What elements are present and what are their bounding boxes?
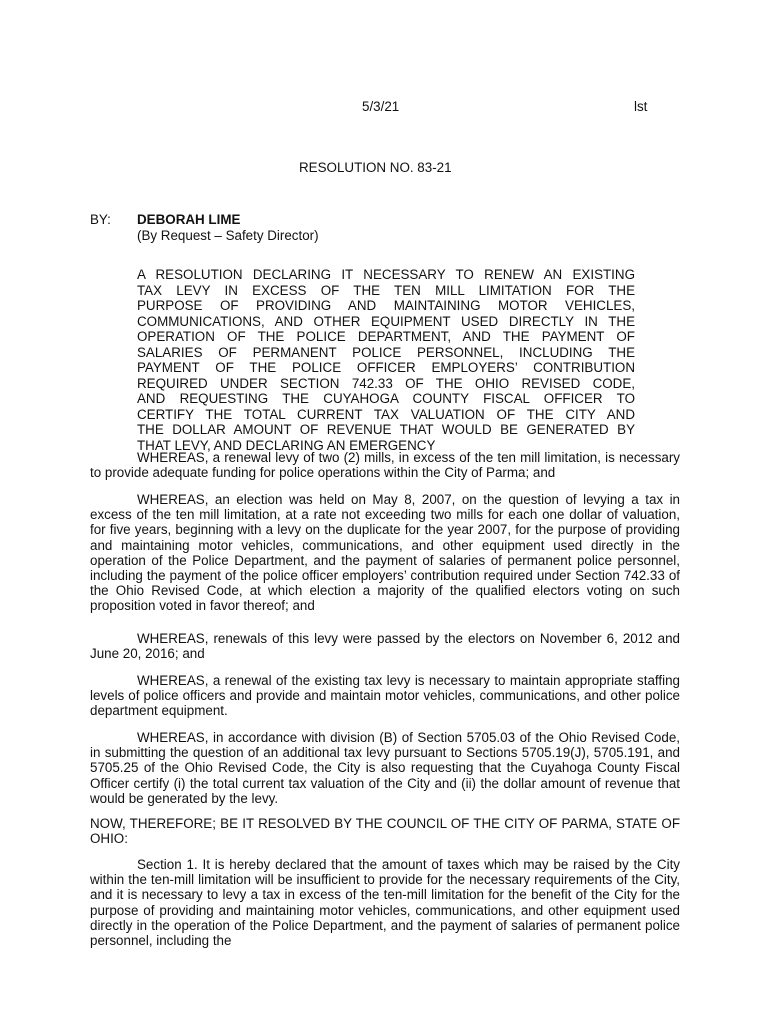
sponsor-request: (By Request – Safety Director) bbox=[137, 228, 319, 243]
resolution-title bbox=[137, 267, 635, 453]
title-line: COMMUNICATIONS, AND OTHER EQUIPMENT USED DIRECTLY IN THE bbox=[137, 313, 635, 329]
title-line: THE DOLLAR AMOUNT OF REVENUE THAT WOULD BE GENERATED BY bbox=[137, 422, 635, 437]
whereas-paragraph-1: WHEREAS, a renewal levy of two (2) mills, in excess of the ten mill limitation, is necessary to provide adequate funding for police operations within the City of Parma; and bbox=[90, 450, 680, 481]
header-date: 5/3/21 bbox=[362, 99, 400, 114]
whereas-paragraph-3: WHEREAS, renewals of this levy were passed by the electors on November 6, 2012 and June 20, 2016; and bbox=[90, 631, 680, 662]
title-line: TAX LEVY IN EXCESS OF THE TEN MILL LIMITATION FOR THE bbox=[137, 282, 635, 298]
title-line: AND REQUESTING THE CUYAHOGA COUNTY FISCAL OFFICER TO bbox=[137, 391, 635, 406]
resolved-clause: NOW, THEREFORE; BE IT RESOLVED BY THE COUNCIL OF THE CITY OF PARMA, STATE OF OHIO: bbox=[90, 816, 680, 847]
title-line: THAT LEVY, AND DECLARING AN EMERGENCY bbox=[137, 437, 436, 453]
whereas-paragraph-5: WHEREAS, in accordance with division (B) of Section 5705.03 of the Ohio Revised Code, in submitting the question of an additional tax levy pursuant to Sections 5705.19(J), 5705.191, and 5705.25 of the Ohio Revised Code, the City is also requesting that the Cuyahoga County Fiscal Officer certify (i) the total current tax valuation of the City and (ii) the dollar amount of revenue that would be generated by the levy. bbox=[90, 730, 680, 806]
whereas-paragraph-2: WHEREAS, an election was held on May 8, 2007, on the question of levying a tax in excess of the ten mill limitation, at a rate not exceeding two mills for each one dollar of valuation, for five years, beginning with a levy on the duplicate for the year 2007, for the purpose of providing and maintaining motor vehicles, communications, and other equipment used directly in the operation of the Police Department, and the payment of salaries of permanent police personnel, including the payment of the police officer employers’ contribution required under Section 742.33 of the Ohio Revised Code, at which election a majority of the qualified electors voting on such proposition voted in favor thereof; and bbox=[90, 492, 680, 614]
title-line: SALARIES OF PERMANENT POLICE PERSONNEL, INCLUDING THE bbox=[137, 344, 635, 360]
by-label: BY: bbox=[90, 212, 111, 227]
section-1-paragraph: Section 1. It is hereby declared that the amount of taxes which may be raised by the City within the ten-mill limitation will be insufficient to provide for the necessary requirements of the City, and it is necessary to levy a tax in excess of the ten-mill limitation for the benefit of the City for the purpose of providing and maintaining motor vehicles, communications, and other equipment used directly in the operation of the Police Department, and the payment of salaries of permanent police personnel, including the bbox=[90, 857, 680, 949]
title-line: PAYMENT OF THE POLICE OFFICER EMPLOYERS’ CONTRIBUTION bbox=[137, 360, 635, 375]
title-line: REQUIRED UNDER SECTION 742.33 OF THE OHIO REVISED CODE, bbox=[137, 375, 635, 391]
resolution-number: RESOLUTION NO. 83-21 bbox=[299, 160, 452, 175]
title-line: OPERATION OF THE POLICE DEPARTMENT, AND THE PAYMENT OF bbox=[137, 329, 635, 344]
whereas-paragraph-4: WHEREAS, a renewal of the existing tax levy is necessary to maintain appropriate staffing levels of police officers and provide and maintain motor vehicles, communications, and other police department equipment. bbox=[90, 673, 680, 719]
sponsor-name: DEBORAH LIME bbox=[137, 212, 241, 227]
header-reading: lst bbox=[634, 99, 648, 114]
title-line: PURPOSE OF PROVIDING AND MAINTAINING MOTOR VEHICLES, bbox=[137, 298, 635, 313]
title-line: CERTIFY THE TOTAL CURRENT TAX VALUATION OF THE CITY AND bbox=[137, 406, 635, 422]
title-line: A RESOLUTION DECLARING IT NECESSARY TO RENEW AN EXISTING bbox=[137, 267, 635, 282]
